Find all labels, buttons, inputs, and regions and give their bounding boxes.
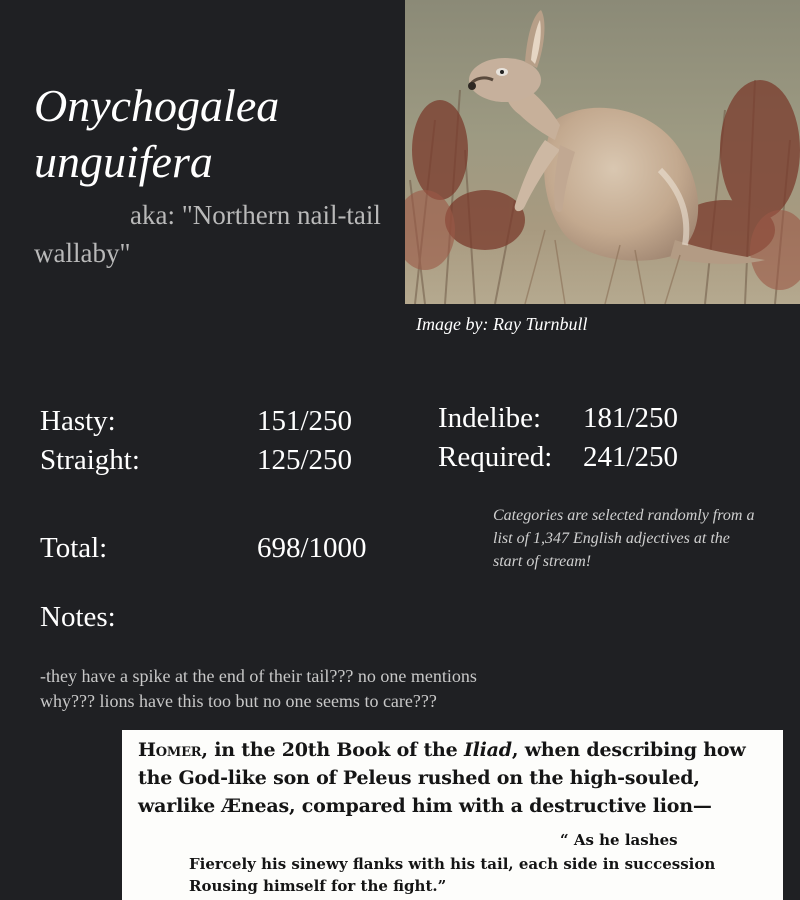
categories-note: Categories are selected randomly from a list of 1,347 English adjectives at the start of stream! [493,507,755,570]
scientific-name-species: unguifera [34,136,213,187]
stat-indelibe-value: 181/250 [583,402,679,434]
notes-text: -they have a spike at the end of their tail??? no one mentions why??? lions have this too but no one seems to care??? [40,666,477,711]
wallaby-photo [405,0,800,304]
wallaby-illustration [405,0,800,304]
stat-total-value: 698/1000 [257,532,367,564]
quote-text-part1: , in the 20th Book of the [201,739,464,761]
quote-verse-line-2: Rousing himself for the fight.” [189,877,447,895]
quote-text-part2: , when describing how the God-like son of Peleus rushed on the high-souled, warlike Æneas, compared him with a destructive lion— [138,739,746,817]
stat-hasty-value: 151/250 [257,405,353,437]
common-name: aka: "Northern nail-tail wallaby" [34,200,381,268]
quote-verse-line-1: Fiercely his sinewy flanks with his tail, each side in succession [189,855,716,873]
stat-straight-label: Straight: [40,444,140,476]
quote-verse-open: “ As he lashes [560,831,678,849]
notes-heading: Notes: [40,601,116,633]
species-title [34,78,394,190]
image-credit: Image by: Ray Turnbull [416,314,588,334]
stat-indelibe-label: Indelibe: [438,402,542,434]
quote-paragraph [138,736,778,820]
stat-hasty-label: Hasty: [40,405,116,437]
stat-required-label: Required: [438,441,553,473]
stat-required-value: 241/250 [583,441,679,473]
quote-verse [189,853,715,897]
scientific-name-genus: Onychogalea [34,80,280,131]
quote-author: Homer [138,739,202,761]
stat-total-label: Total: [40,532,108,564]
iliad-quote-clipping [122,730,783,900]
quote-work-title: Iliad [463,739,512,761]
stat-straight-value: 125/250 [257,444,353,476]
